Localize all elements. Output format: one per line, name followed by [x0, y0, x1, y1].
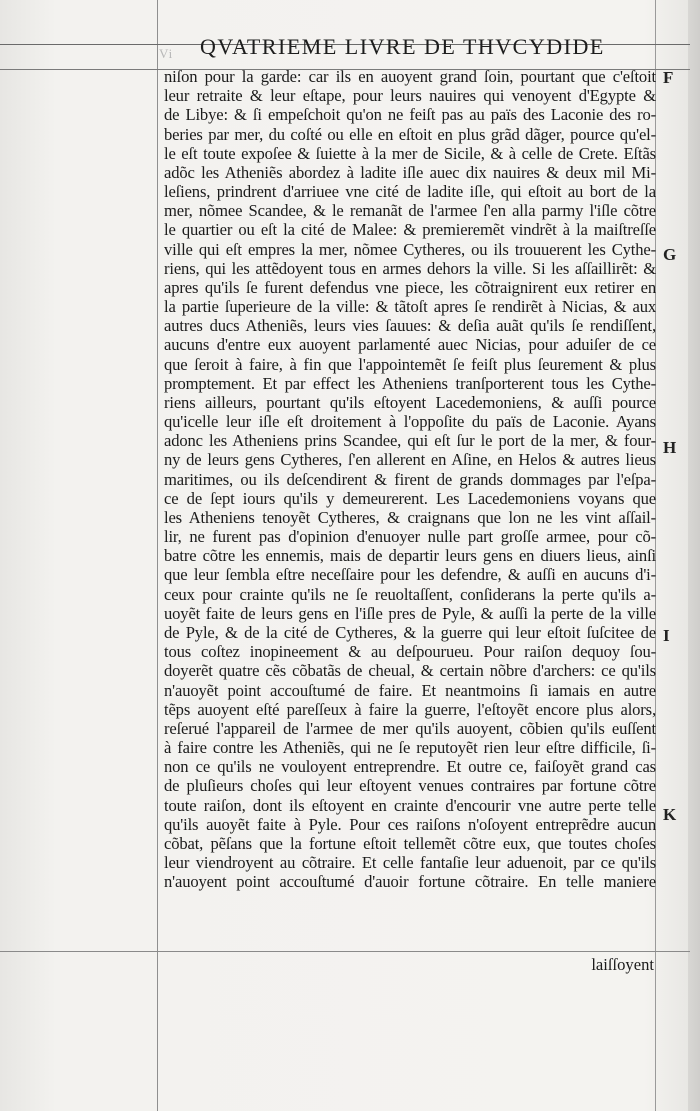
text-line: que ſeroit à faire, à fin que l'appointemẽt ſe feiſt plus ſeurement & plus — [164, 354, 656, 374]
text-line: tẽps auoyent eſté pareſſeux à faire la guerre, l'eſtoyẽt encore plus alors, — [164, 699, 656, 719]
text-line: leur viendroyent au cõtraire. Et celle fantaſie leur aduenoit, par ce qu'ils — [164, 853, 656, 873]
margin-letter-h: H — [663, 438, 677, 457]
margin-letter-k: K — [663, 805, 677, 824]
text-line: de Pyle, & de la cité de Cytheres, & la guerre qui leur eſtoit ſuſcitee de — [164, 622, 656, 642]
text-line: adõc les Atheniẽs abordez à ladite iſle auec dix nauires & deux mil Mi- — [164, 162, 656, 182]
body-text — [164, 67, 656, 911]
text-line: non ce qu'ils ne vouloyent entreprendre. Et outre ce, faiſoyẽt grand cas — [164, 757, 656, 777]
text-line: batre cõtre les ennemis, mais de departir leurs gens en diuers lieus, ainſi — [164, 546, 656, 566]
text-line: riens, qui les attẽdoyent tous en armes dehors la ville. Si les aſſaillirẽt: & — [164, 258, 656, 278]
margin-letter-f: F — [663, 68, 674, 87]
margin-letter-g: G — [663, 245, 677, 264]
text-line: reſerué l'appareil de l'armee de mer qu'ils auoyent, cõbien qu'ils euſſent — [164, 718, 656, 738]
text-line: aucuns d'entre eux auoyent parlamenté auec Nicias, pour aduiſer de ce — [164, 335, 656, 355]
margin-letter-i: I — [663, 626, 670, 645]
text-line: niſon pour la garde: car ils en auoyent grand ſoin, pourtant que c'eſtoit — [164, 67, 656, 86]
text-line: toute raiſon, dont ils eſtoyent en crainte d'encourir vne autre perte telle — [164, 795, 656, 815]
text-line: promptement. Et par effect les Atheniens tranſporterent tous les Cythe- — [164, 373, 656, 393]
text-line: maritimes, ou ils deſcendirent & firent de grands dommages par l'eſpa- — [164, 469, 656, 489]
text-line: adonc les Atheniens prins Scandee, qui eſt ſur le port de la mer, & four- — [164, 431, 656, 451]
text-line: beries par mer, du coſté ou elle en eſtoit en plus grãd dãger, pource qu'el- — [164, 124, 656, 144]
text-line: les Atheniens tenoyẽt Cytheres, & craignans que lon ne les vint aſſail- — [164, 507, 656, 527]
text-line: apres qu'ils ſe furent defendus vne piece, les cõtraignirent eux retirer en — [164, 277, 656, 297]
text-line: que leur ſembla eſtre neceſſaire pour les defendre, & auſſi en aucuns d'i- — [164, 565, 656, 585]
text-line: uoyẽt faite de leurs gens en l'iſle pres de Pyle, & auſſi la perte de la ville — [164, 603, 656, 623]
catchword: laiſſoyent — [591, 955, 654, 974]
text-line: qu'ils auoyẽt faite à Pyle. Pour ces raiſons n'oſoyent entreprẽdre aucun — [164, 814, 656, 834]
text-line: doyerẽt quatre cẽs cõbatãs de cheual, & certain nõbre d'archers: ce qu'ils — [164, 661, 656, 681]
text-line: tous coſtez inopineement & au deſpourueu. Pour raiſon dequoy ſou- — [164, 642, 656, 662]
text-line: n'auoyẽt point accouſtumé de faire. Et neantmoins ſi iamais en autre — [164, 680, 656, 700]
text-line: mer, nõmee Scandee, & le remanãt de l'armee ſ'en alla parmy l'iſle cõtre — [164, 201, 656, 221]
running-head: QVATRIEME LIVRE DE THVCYDIDE — [200, 34, 605, 59]
gutter-mark: Vi — [159, 46, 174, 61]
text-line: riens ailleurs, pourtant qu'ils eſtoyent Lacedemoniens, & auſſi pource — [164, 392, 656, 412]
text-line: à faire contre les Atheniẽs, qui ne ſe reputoyẽt rien leur eſtre difficile, ſi- — [164, 738, 656, 758]
text-line: ceux pour crainte qu'ils ne ſe reuoltaſſent, conſiderans la perte qu'ils a- — [164, 584, 656, 604]
text-line: leur retraite & leur eſtape, pour leurs nauires qui venoyent d'Egypte & — [164, 86, 656, 106]
text-line: ville qui eſt empres la mer, nõmee Cytheres, ou ils trouuerent les Cythe- — [164, 239, 656, 259]
left-margin-rule — [157, 0, 158, 1111]
text-line: leſiens, prindrent d'arriuee vne cité de ladite iſle, qui eſtoit au bort de la — [164, 182, 656, 202]
text-line: le eſt toute expoſee & ſuiette à la mer de Sicile, & à celle de Crete. Eſtãs — [164, 143, 656, 163]
text-line: le quartier ou eſt la cité de Malee: & premieremẽt vindrẽt à la maiſtreſſe — [164, 220, 656, 240]
text-line: qu'icelle leur iſle eſt droitement à l'oppoſite du païs de Laconie. Ayans — [164, 412, 656, 432]
text-line: cõbat, pẽſans que la fortune eſtoit tellemẽt cõtre eux, que toutes choſes — [164, 833, 656, 853]
text-line: n'auoyent point accouſtumé d'auoir fortune cõtraire. En telle maniere — [164, 872, 656, 892]
bottom-rule — [0, 951, 690, 952]
text-line: de pluſieurs choſes qui leur eſtoyent venues contraires par fortune cõtre — [164, 776, 656, 796]
text-line: lir, ne furent pas d'opinion d'enuoyer nulle part groſſe armee, pour cõ- — [164, 527, 656, 547]
text-line — [164, 891, 656, 910]
text-line: de Libye: & ſi empeſchoit qu'on ne feiſt pas au païs des Laconie des ro- — [164, 105, 656, 125]
text-line: la partie ſuperieure de la ville: & tãtoſt apres ſe rendirẽt à Nicias, & aux — [164, 297, 656, 317]
text-line: ny de leurs gens Cytheres, ſ'en allerent en Aſine, en Helos & autres lieus — [164, 450, 656, 470]
text-line: autres ducs Atheniẽs, leurs vies ſauues: & deſia auãt qu'ils ſe rendiſſent, — [164, 316, 656, 336]
text-line: ce de ſept iours qu'ils y demeurerent. Les Lacedemoniens voyans que — [164, 488, 656, 508]
page-edge-shadow — [688, 0, 700, 1111]
